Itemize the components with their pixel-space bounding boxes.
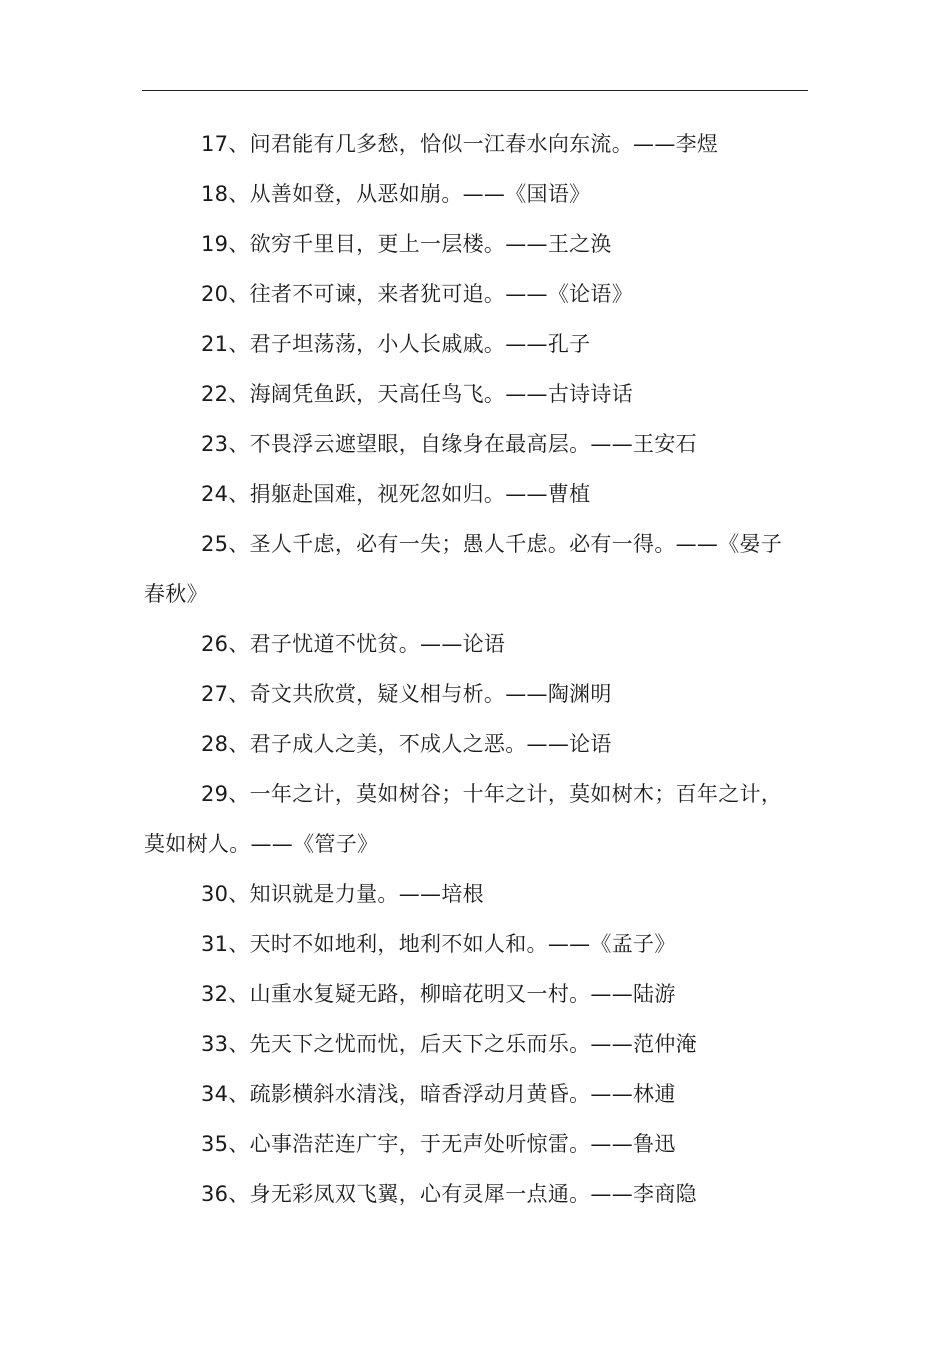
quote-item: 18、从善如登，从恶如崩。——《国语》 <box>201 182 591 206</box>
quote-item: 23、不畏浮云遮望眼，自缘身在最高层。——王安石 <box>201 432 697 456</box>
quote-item: 20、往者不可谏，来者犹可追。——《论语》 <box>201 282 634 306</box>
quote-item: 30、知识就是力量。——培根 <box>201 882 484 906</box>
quote-item: 24、捐躯赴国难，视死忽如归。——曹植 <box>201 482 591 506</box>
quote-item: 36、身无彩凤双飞翼，心有灵犀一点通。——李商隐 <box>201 1182 697 1206</box>
quote-item: 29、一年之计，莫如树谷；十年之计，莫如树木；百年之计，莫如树人。——《管子》 <box>144 782 783 856</box>
quote-item: 21、君子坦荡荡，小人长戚戚。——孔子 <box>201 332 591 356</box>
quote-list <box>144 119 784 1219</box>
header-rule <box>142 90 808 91</box>
quote-item: 32、山重水复疑无路，柳暗花明又一村。——陆游 <box>201 982 676 1006</box>
quote-item: 27、奇文共欣赏，疑义相与析。——陶渊明 <box>201 682 612 706</box>
quote-item: 35、心事浩茫连广宇，于无声处听惊雷。——鲁迅 <box>201 1132 676 1156</box>
quote-item: 17、问君能有几多愁，恰似一江春水向东流。——李煜 <box>201 132 719 156</box>
quote-item: 28、君子成人之美，不成人之恶。——论语 <box>201 732 612 756</box>
quote-item: 22、海阔凭鱼跃，天高任鸟飞。——古诗诗话 <box>201 382 634 406</box>
quote-item: 31、天时不如地利，地利不如人和。——《孟子》 <box>201 932 676 956</box>
quote-item: 33、先天下之忧而忧，后天下之乐而乐。——范仲淹 <box>201 1032 697 1056</box>
quote-item: 25、圣人千虑，必有一失；愚人千虑。必有一得。——《晏子春秋》 <box>144 532 783 606</box>
quote-item: 19、欲穷千里目，更上一层楼。——王之涣 <box>201 232 612 256</box>
quote-item: 34、疏影横斜水清浅，暗香浮动月黄昏。——林逋 <box>201 1082 676 1106</box>
quote-item: 26、君子忧道不忧贫。——论语 <box>201 632 506 656</box>
